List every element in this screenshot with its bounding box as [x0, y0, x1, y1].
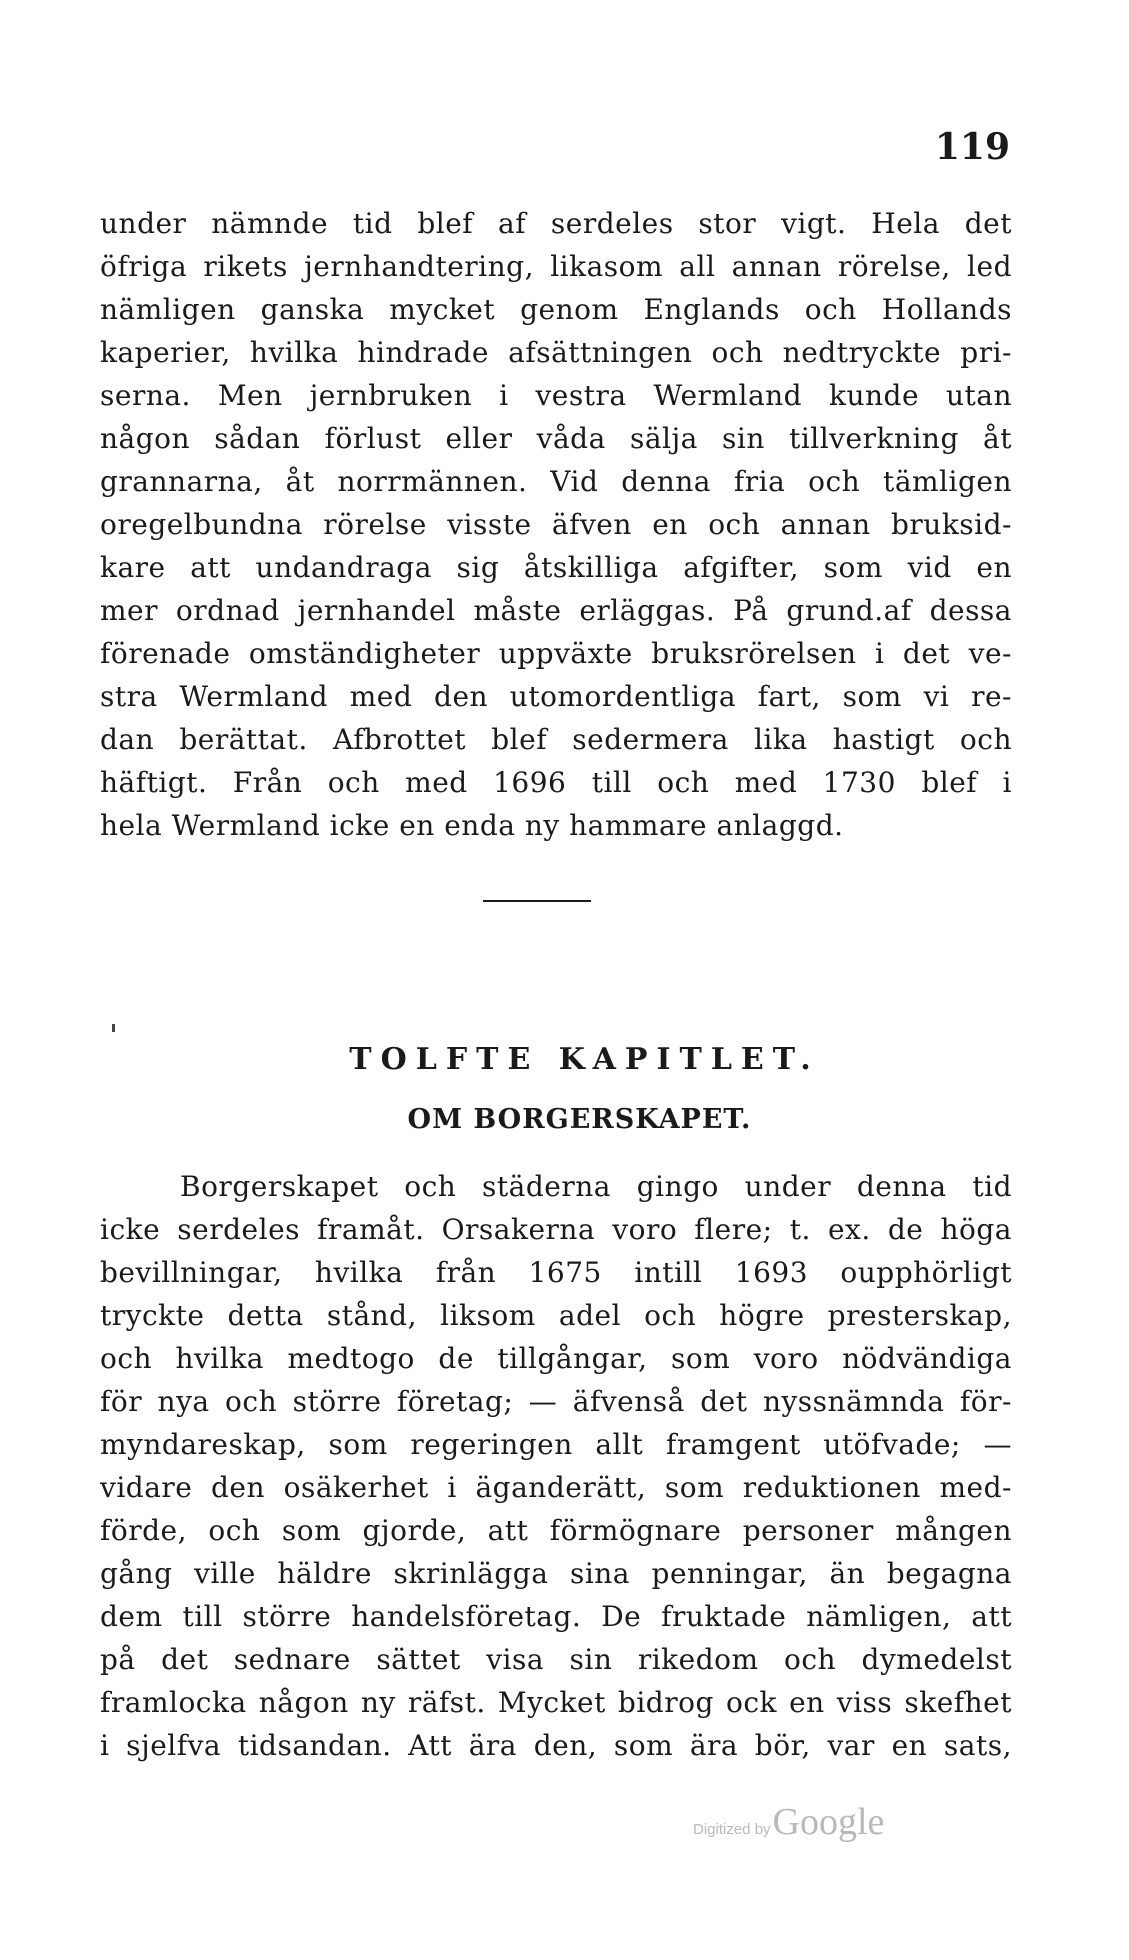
text-line: och hvilka medtogo de tillgångar, som voro nödvändiga: [100, 1342, 1012, 1375]
text-line: hela Wermland icke en enda ny hammare anlaggd.: [100, 809, 844, 842]
chapter-title: TOLFTE KAPITLET.: [349, 1042, 820, 1077]
text-line: bevillningar, hvilka från 1675 intill 1693 oupphörligt: [100, 1256, 1012, 1289]
google-logo: Google: [772, 1801, 885, 1843]
text-line: gång ville häldre skrinlägga sina penningar, än begagna: [100, 1557, 1012, 1590]
text-line: serna. Men jernbruken i vestra Wermland kunde utan: [100, 379, 1012, 412]
text-line: mer ordnad jernhandel måste erläggas. På grund.af dessa: [100, 594, 1012, 627]
text-line: kaperier, hvilka hindrade afsättningen och nedtryckte pri-: [100, 336, 1012, 369]
text-line: häftigt. Från och med 1696 till och med 1730 blef i: [100, 766, 1012, 799]
watermark-prefix: Digitized by: [693, 1821, 771, 1838]
text-line: stra Wermland med den utomordentliga fart, som vi re-: [100, 680, 1012, 713]
text-line: öfriga rikets jernhandtering, likasom all annan rörelse, led: [100, 250, 1012, 283]
text-line: grannarna, åt norrmännen. Vid denna fria och tämligen: [100, 465, 1012, 498]
text-line: vidare den osäkerhet i äganderätt, som reduktionen med-: [100, 1471, 1012, 1504]
text-line: kare att undandraga sig åtskilliga afgifter, som vid en: [100, 551, 1012, 584]
text-line: för nya och större företag; — äfvenså det nyssnämnda för-: [100, 1385, 1012, 1418]
text-line: i sjelfva tidsandan. Att ära den, som ära bör, var en sats,: [100, 1729, 1012, 1762]
text-line: någon sådan förlust eller våda sälja sin tillverkning åt: [100, 422, 1012, 455]
page-number: 119: [934, 126, 1010, 168]
text-line: dem till större handelsföretag. De fruktade nämligen, att: [100, 1600, 1012, 1633]
text-line: framlocka någon ny räfst. Mycket bidrog ock en viss skefhet: [100, 1686, 1012, 1719]
text-line: på det sednare sättet visa sin rikedom och dymedelst: [100, 1643, 1012, 1676]
text-line: Borgerskapet och städerna gingo under denna tid: [180, 1170, 1012, 1203]
section-divider: [483, 900, 591, 902]
text-line: myndareskap, som regeringen allt framgent utöfvade; —: [100, 1428, 1012, 1461]
text-line: förde, och som gjorde, att förmögnare personer mången: [100, 1514, 1012, 1547]
text-line: icke serdeles framåt. Orsakerna voro flere; t. ex. de höga: [100, 1213, 1012, 1246]
text-line: tryckte detta stånd, liksom adel och högre presterskap,: [100, 1299, 1012, 1332]
text-line: förenade omständigheter uppväxte bruksrörelsen i det ve-: [100, 637, 1012, 670]
text-line: dan berättat. Afbrottet blef sedermera lika hastigt och: [100, 723, 1012, 756]
print-speck: [112, 1024, 115, 1032]
paragraph-continued: [100, 202, 1012, 847]
section-title: OM BORGERSKAPET.: [407, 1104, 752, 1135]
digitized-watermark: [693, 1800, 884, 1844]
text-line: nämligen ganska mycket genom Englands och Hollands: [100, 293, 1012, 326]
text-line: under nämnde tid blef af serdeles stor vigt. Hela det: [100, 207, 1012, 240]
paragraph-borgerskapet: [100, 1165, 1012, 1767]
text-line: oregelbundna rörelse visste äfven en och annan bruksid-: [100, 508, 1012, 541]
